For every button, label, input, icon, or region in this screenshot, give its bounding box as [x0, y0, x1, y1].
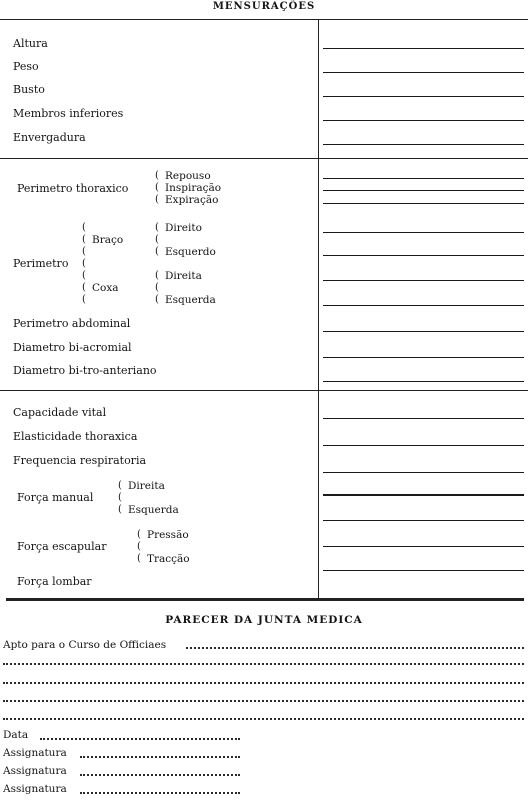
field-braco-esquerdo[interactable]	[323, 255, 524, 256]
label-diametro-biacromial: Diametro bi-acromial	[13, 341, 132, 354]
paren-esquerdo: (	[155, 246, 159, 257]
field-tracao[interactable]	[323, 570, 524, 571]
label-braco: Braço	[92, 234, 124, 246]
label-membros-inferiores: Membros inferiores	[13, 107, 124, 120]
section-divider-1	[0, 158, 528, 159]
label-forca-lombar: Força lombar	[17, 575, 92, 588]
field-altura[interactable]	[323, 48, 524, 49]
label-expiracao: Expiração	[165, 194, 219, 206]
label-data: Data	[3, 729, 29, 741]
paren-manual-1: (	[118, 480, 122, 491]
dots-line-3[interactable]	[3, 700, 524, 702]
paren-escapular-3: (	[137, 553, 141, 564]
paren-perimetro-2: (	[82, 234, 86, 245]
parecer-title: PARECER DA JUNTA MEDICA	[165, 614, 363, 626]
field-envergadura[interactable]	[323, 144, 524, 145]
label-repouso: Repouso	[165, 170, 211, 182]
field-diametro-bitrocanteriano[interactable]	[323, 381, 524, 382]
field-pressao[interactable]	[323, 546, 524, 547]
paren-esquerda: (	[155, 294, 159, 305]
label-perimetro: Perimetro	[13, 257, 69, 270]
paren-perimetro-1: (	[82, 222, 86, 233]
label-forca-manual: Força manual	[17, 491, 94, 504]
dots-assignatura-3[interactable]	[80, 792, 240, 794]
dots-line-4[interactable]	[3, 718, 524, 720]
header-divider	[0, 19, 528, 20]
label-tracao: Tracção	[147, 553, 190, 565]
paren-manual-2: (	[118, 492, 122, 503]
dots-data[interactable]	[40, 738, 240, 740]
label-forca-escapular: Força escapular	[17, 540, 107, 553]
section-divider-2	[0, 390, 528, 391]
paren-coxa-mid: (	[155, 282, 159, 293]
label-frequencia: Frequencia respiratoria	[13, 454, 147, 467]
label-capacidade-vital: Capacidade vital	[13, 406, 107, 419]
label-busto: Busto	[13, 83, 45, 96]
paren-manual-3: (	[118, 504, 122, 515]
label-perimetro-abdominal: Perimetro abdominal	[13, 317, 131, 330]
field-membros-inferiores[interactable]	[323, 120, 524, 121]
paren-perimetro-6: (	[82, 282, 86, 293]
label-diametro-bitrocanteriano: Diametro bi-tro-anteriano	[13, 364, 157, 377]
dots-assignatura-1[interactable]	[80, 756, 240, 758]
label-envergadura: Envergadura	[13, 131, 86, 144]
label-coxa: Coxa	[92, 282, 119, 294]
dots-assignatura-2[interactable]	[80, 774, 240, 776]
label-perimetro-thoraxico: Perimetro thoraxico	[17, 182, 129, 195]
field-coxa-esquerda[interactable]	[323, 305, 524, 306]
label-assignatura-3: Assignatura	[3, 783, 67, 795]
label-peso: Peso	[13, 60, 39, 73]
label-altura: Altura	[13, 37, 48, 50]
paren-escapular-2: (	[137, 541, 141, 552]
label-manual-esquerda: Esquerda	[128, 504, 179, 516]
section-divider-3	[6, 598, 524, 601]
field-peso[interactable]	[323, 72, 524, 73]
label-esquerda: Esquerda	[165, 294, 216, 306]
column-divider	[318, 20, 319, 598]
dots-line-1[interactable]	[3, 663, 524, 665]
page-title: MENSURAÇÕES	[212, 1, 316, 12]
field-frequencia[interactable]	[323, 472, 524, 473]
field-inspiracao[interactable]	[323, 190, 524, 191]
paren-perimetro-5: (	[82, 270, 86, 281]
paren-perimetro-3: (	[82, 246, 86, 257]
dots-apto[interactable]	[186, 647, 524, 649]
label-pressao: Pressão	[147, 529, 189, 541]
paren-expiracao: (	[155, 194, 159, 205]
paren-braco-mid: (	[155, 234, 159, 245]
dots-line-2[interactable]	[3, 682, 524, 684]
label-elasticidade: Elasticidade thoraxica	[13, 430, 138, 443]
paren-inspiracao: (	[155, 182, 159, 193]
field-elasticidade[interactable]	[323, 445, 524, 446]
label-apto: Apto para o Curso de Officiaes	[3, 639, 167, 651]
label-manual-direita: Direita	[128, 480, 165, 492]
label-assignatura-1: Assignatura	[3, 747, 67, 759]
field-repouso[interactable]	[323, 178, 524, 179]
paren-escapular-1: (	[137, 529, 141, 540]
field-perimetro-abdominal[interactable]	[323, 331, 524, 332]
label-direito: Direito	[165, 222, 202, 234]
label-assignatura-2: Assignatura	[3, 765, 67, 777]
label-inspiracao: Inspiração	[165, 182, 222, 194]
paren-perimetro-4: (	[82, 258, 86, 269]
field-braco-direito[interactable]	[323, 232, 524, 233]
paren-perimetro-7: (	[82, 294, 86, 305]
field-forca-manual-esquerda[interactable]	[323, 520, 524, 521]
field-capacidade-vital[interactable]	[323, 418, 524, 419]
label-direita: Direita	[165, 270, 202, 282]
paren-direita: (	[155, 270, 159, 281]
field-coxa-direita[interactable]	[323, 280, 524, 281]
paren-repouso: (	[155, 170, 159, 181]
field-forca-manual-direita[interactable]	[323, 494, 524, 496]
field-busto[interactable]	[323, 96, 524, 97]
paren-direito: (	[155, 222, 159, 233]
label-esquerdo: Esquerdo	[165, 246, 216, 258]
field-expiracao[interactable]	[323, 203, 524, 204]
field-diametro-biacromial[interactable]	[323, 357, 524, 358]
